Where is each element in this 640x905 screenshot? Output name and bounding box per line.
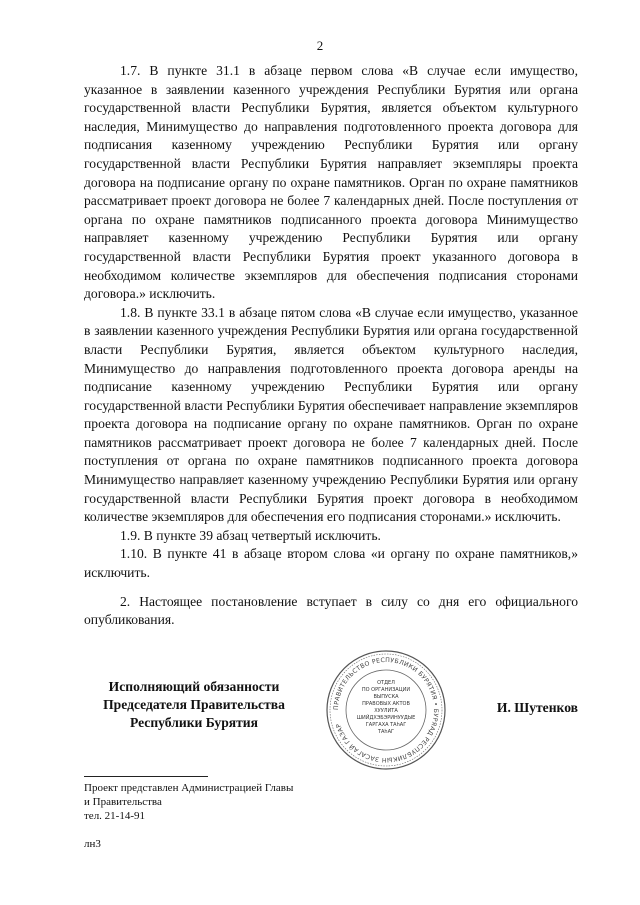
footnote-line: и Правительства [84,796,162,808]
signatory-title-line: Исполняющий обязанности [108,679,280,694]
stamp-line: ХУУЛИТА [374,708,398,714]
stamp-line: ШИЙДХЭБЭРИНУУДЫЕ [356,715,416,721]
footnote-divider [84,776,208,777]
paragraph-1-8: 1.8. В пункте 33.1 в абзаце пятом слова «В случае если имущество, указанное в заявлении казенного учреждения Республики Бурятия или органа государственной власти Республики Бурятия, является объектом культурного наследия, Минимущество до направления подготовленного проекта договора аренды на подписание казенному учреждению Республики Бурятия или органу государственной власти Республики Бурятия обеспечивает направление экземпляров проекта договора на подписание органу по охране памятников. Орган по охране памятников рассматривает проект договора не более 7 календарных дней. После поступления от органа по охране памятников подписанного проекта договора Минимущество направляет казенному учреждению Республики Бурятия или органу государственной власти Республики Бурятия проект договора в необходимом количестве экземпляров для обеспечения его подписания сторонами.» исключить. [84,304,578,525]
document-code: лн3 [84,838,101,850]
stamp-line: ТАһАГ [377,729,395,735]
paragraph-1-10: 1.10. В пункте 41 в абзаце втором слова «и органу по охране памятников,» исключить. [84,546,578,581]
page-number: 2 [316,38,324,53]
stamp-inner-text [348,680,424,736]
signatory-title [84,678,304,732]
stamp-line: ОТДЕЛ [377,680,395,686]
footnote [84,781,293,823]
footnote-line: тел. 21-14-91 [84,810,146,822]
signatory-name: И. Шутенков [496,700,578,715]
paragraph-1-7: 1.7. В пункте 31.1 в абзаце первом слова «В случае если имущество, указанное в заявлении казенного учреждения Республики Бурятия или органа государственной власти Республики Бурятия, является объектом культурного наследия, Минимущество до направления подготовленного проекта договора для подписания казенному учреждению Республики Бурятия или органу государственной власти Республики Бурятия направляет экземпляры проекта договора на подписание органу по охране памятников. Орган по охране памятников рассматривает проект договора не более 7 календарных дней. После поступления от органа по охране памятников подписанного проекта договора Минимущество направляет казенному учреждению Республики Бурятия или органу государственной власти Республики Бурятия проект указанного договора в необходимом количестве экземпляров для обеспечения подписания сторонами договора.» исключить. [84,63,578,302]
official-stamp [324,648,448,772]
footnote-line: Проект представлен Администрацией Главы [84,782,294,794]
stamp-line: ВЫПУСКА [373,694,399,700]
body-text [84,62,578,630]
paragraph-1-9: 1.9. В пункте 39 абзац четвертый исключить. [120,527,381,543]
signatory-title-line: Республики Бурятия [129,715,258,730]
stamp-line: ПО ОРГАНИЗАЦИИ [361,687,411,693]
paragraph-2: 2. Настоящее постановление вступает в силу со дня его официального опубликования. [84,593,578,628]
stamp-line: ПРАВОВЫХ АКТОВ [362,701,410,707]
stamp-line: ГАРГАХА ТАһАГ [365,722,407,728]
stamp-ring-text: ПРАВИТЕЛЬСТВО РЕСПУБЛИКИ БУРЯТИЯ • БУРЯАД РЕСПУБЛИКЫН ЗАСАГАЙ ГАЗАР [332,656,440,764]
signatory-title-line: Председателя Правительства [103,697,285,712]
